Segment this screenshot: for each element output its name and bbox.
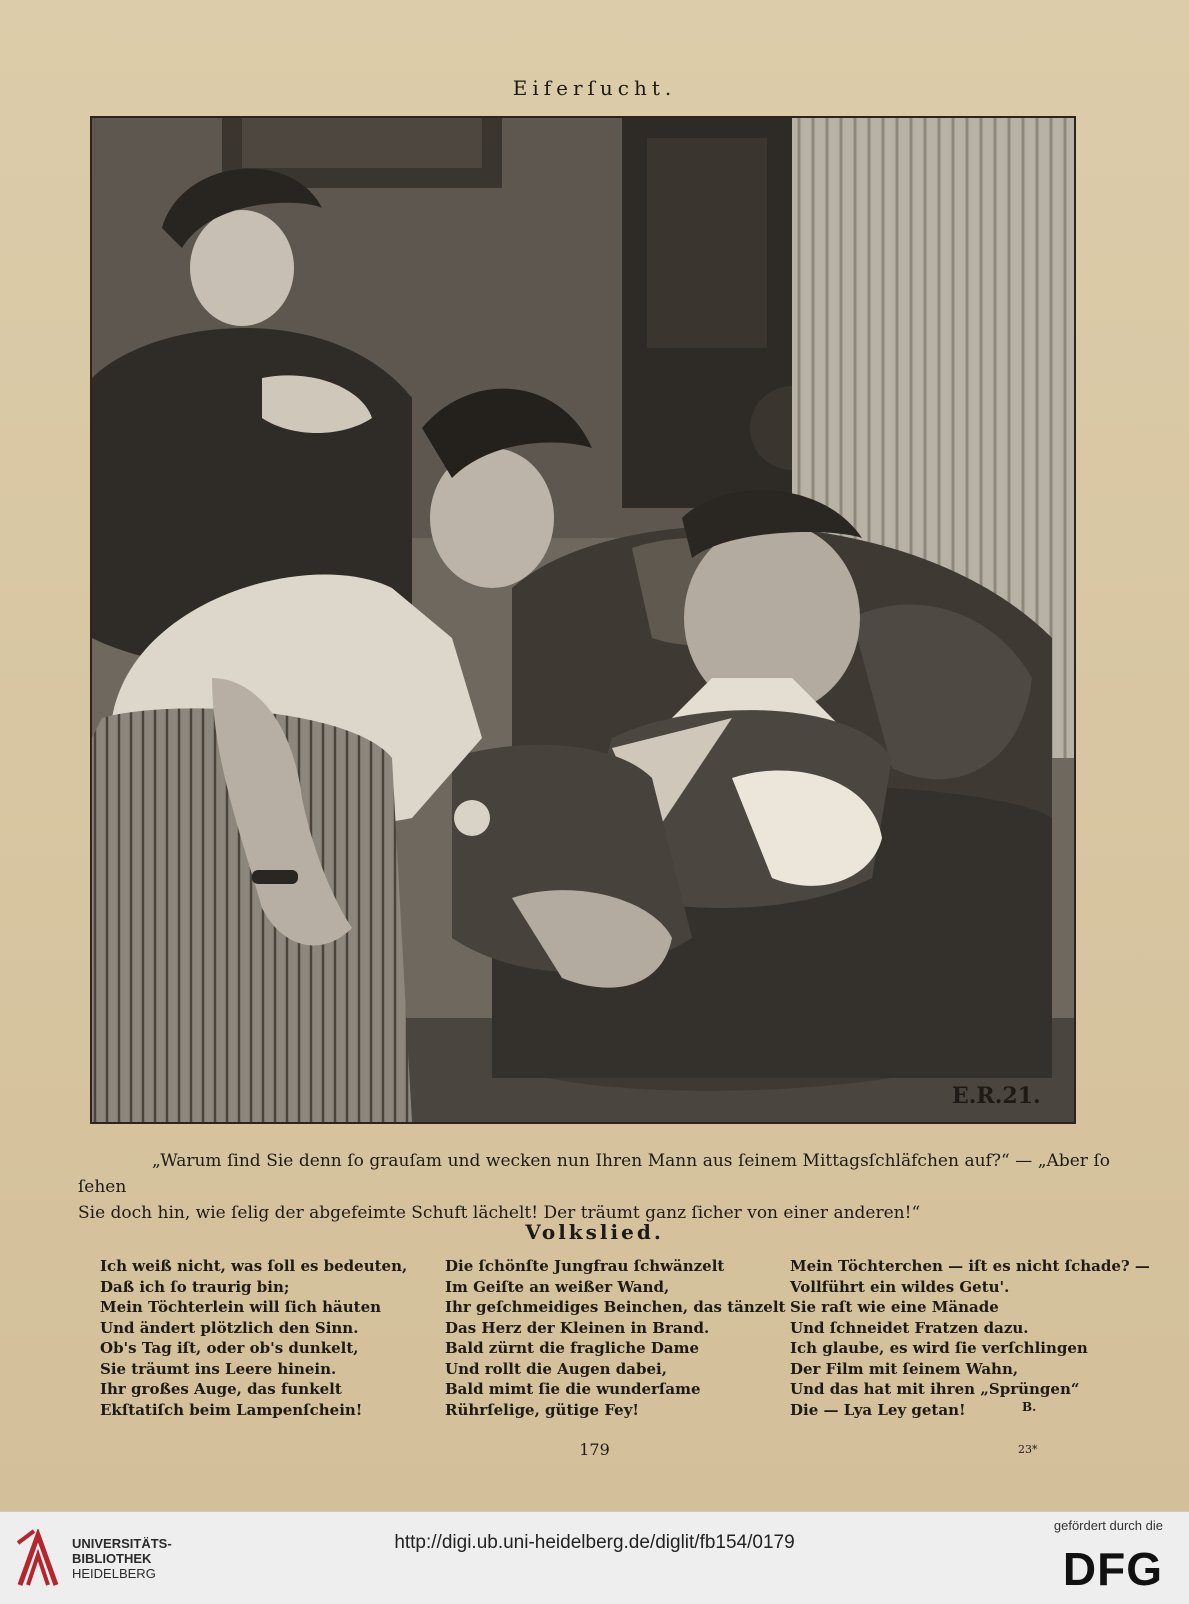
poem-line: Die — Lya Ley getan!	[790, 1400, 966, 1419]
funding-note: gefördert durch die	[1053, 1518, 1163, 1533]
caption-line-1: „Warum ſind Sie denn ſo grauſam und wecken nun Ihren Mann aus ſeinem Mittagsſchläfchen auf?“ — „Aber ſo ſehen	[78, 1151, 1110, 1197]
poem-line: Vollführt ein wildes Getu'.	[790, 1277, 1010, 1296]
poem-line: Ihr großes Auge, das funkelt	[100, 1380, 342, 1398]
illustration	[90, 116, 1076, 1124]
poem-title: Volkslied.	[525, 1220, 664, 1244]
poem-line: Ich glaube, es wird ſie verſchlingen	[790, 1339, 1088, 1357]
poem-line: Bald zürnt die fragliche Dame	[445, 1339, 700, 1357]
poem-line: Und ändert plötzlich den Sinn.	[100, 1318, 359, 1337]
poem-line: Rührſelige, gütige Fey!	[445, 1400, 639, 1419]
illustration-caption	[78, 1148, 1110, 1226]
page-number: 179	[579, 1440, 610, 1459]
poem-line: Bald mimt ſie die wunderſame	[445, 1380, 701, 1398]
viewer-footer	[0, 1511, 1189, 1604]
dfg-logo[interactable]: DFG	[1062, 1543, 1163, 1595]
poem-line: Mein Töchterchen — iſt es nicht ſchade? —	[790, 1257, 1150, 1275]
poem-line: Ich weiß nicht, was ſoll es bedeuten,	[100, 1257, 408, 1275]
sheet-signature-mark: 23*	[1018, 1443, 1038, 1456]
page-title: Eiferſucht.	[512, 76, 677, 100]
poem-line: Und das hat mit ihren „Sprüngen“	[790, 1380, 1080, 1398]
poem-line: Und ſchneidet Fratzen dazu.	[790, 1318, 1029, 1337]
poem-line: Ob's Tag iſt, oder ob's dunkelt,	[100, 1339, 359, 1357]
poem-line: Ihr geſchmeidiges Beinchen, das tänzelt	[445, 1298, 786, 1316]
university-name-line: UNIVERSITÄTS-	[72, 1536, 172, 1551]
caption-line-2: Sie doch hin, wie ſelig der abgefeimte Schuft lächelt! Der träumt ganz ſicher von einer anderen!“	[78, 1203, 921, 1223]
university-name-line: BIBLIOTHEK	[72, 1551, 152, 1566]
artist-signature: E.R.21.	[952, 1083, 1041, 1109]
poem-line: Im Geiſte an weißer Wand,	[445, 1277, 670, 1296]
illustration-drawing	[92, 118, 1074, 1122]
poem-stanza	[445, 1256, 786, 1420]
poem-stanza	[100, 1256, 410, 1420]
poem-stanza	[790, 1256, 1150, 1420]
poem-line: Und rollt die Augen dabei,	[445, 1359, 667, 1378]
poem-line: Ekſtatiſch beim Lampenſchein!	[100, 1400, 363, 1419]
poem-line: Mein Töchterlein will ſich häuten	[100, 1298, 382, 1316]
poem-signature: B.	[1022, 1400, 1037, 1414]
university-name-line: HEIDELBERG	[72, 1566, 156, 1581]
permalink-url[interactable]: http://digi.ub.uni-heidelberg.de/diglit/fb154/0179	[394, 1532, 795, 1553]
poem-line: Die ſchönſte Jungfrau ſchwänzelt	[445, 1257, 725, 1275]
poem-line: Sie träumt ins Leere hinein.	[100, 1359, 337, 1378]
poem-line: Sie raſt wie eine Mänade	[790, 1298, 999, 1316]
poem	[100, 1256, 1150, 1420]
poem-line: Daß ich ſo traurig bin;	[100, 1277, 290, 1296]
poem-line: Das Herz der Kleinen in Brand.	[445, 1318, 710, 1337]
poem-line: Der Film mit ſeinem Wahn,	[790, 1359, 1019, 1378]
